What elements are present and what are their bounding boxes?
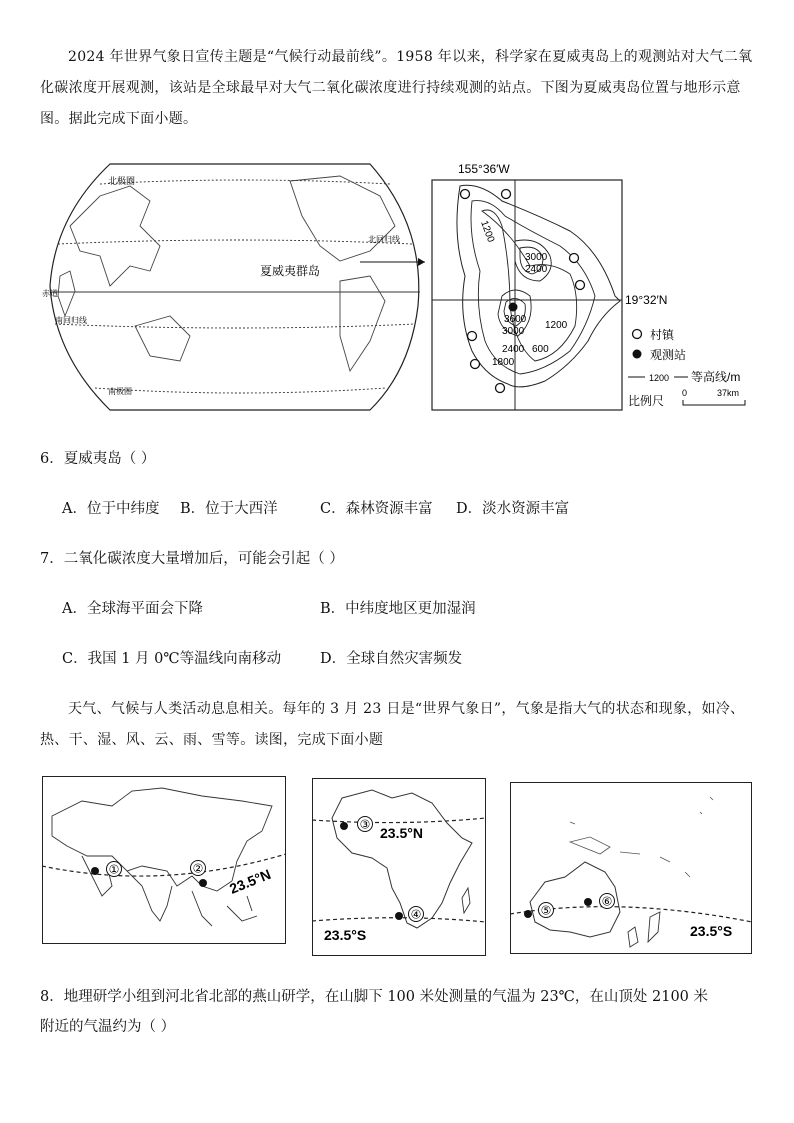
legend-scale-label: 比例尺 <box>628 394 665 408</box>
q7-option-c[interactable]: C．我国 1 月 0℃等温线向南移动 <box>62 651 282 667</box>
town-marker <box>496 384 505 393</box>
question-8-line-2: 附近的气温约为（ ） <box>40 1019 176 1035</box>
contour-label: 1200 <box>545 320 568 331</box>
legend-contour-label: 等高线/m <box>691 370 741 384</box>
latitude-label: 19°32′N <box>625 293 668 307</box>
question-7-stem: 7．二氧化碳浓度大量增加后，可能会引起（ ） <box>40 551 344 567</box>
marker-1 <box>91 867 99 875</box>
longitude-label: 155°36′W <box>458 162 510 176</box>
town-marker <box>570 254 579 263</box>
contour-label: 1200 <box>478 219 497 244</box>
marker-6-label: ⑥ <box>601 894 613 909</box>
antarctic-label: 南极圈 <box>108 387 132 396</box>
town-marker <box>502 190 511 199</box>
marker-5-label: ⑤ <box>540 903 552 918</box>
observation-station-marker <box>509 303 518 312</box>
australia-latitude-label: 23.5°S <box>690 923 733 939</box>
town-marker <box>461 190 470 199</box>
q7-option-b[interactable]: B．中纬度地区更加湿润 <box>320 601 476 617</box>
question-6-stem: 6．夏威夷岛（ ） <box>40 451 156 467</box>
contour-label: 2400 <box>502 344 525 355</box>
marker-4-label: ④ <box>410 907 422 922</box>
q6-option-a[interactable]: A．位于中纬度 <box>62 501 160 517</box>
tropic-capricorn-label: 南回归线 <box>55 316 87 325</box>
contour-label: 3000 <box>502 326 525 337</box>
legend-station-label: 观测站 <box>650 348 687 362</box>
town-marker <box>471 360 480 369</box>
marker-3-label: ③ <box>359 817 371 832</box>
world-map-outline <box>50 164 419 410</box>
figure-panel-asia <box>42 776 286 944</box>
legend-contour-value: 1200 <box>649 373 670 383</box>
figure-hawaii <box>40 156 760 416</box>
contour-label: 1800 <box>492 357 515 368</box>
q6-option-b[interactable]: B．位于大西洋 <box>180 501 278 517</box>
africa-latitude-s: 23.5°S <box>324 927 367 943</box>
marker-2-label: ② <box>192 861 204 876</box>
marker-4 <box>395 912 403 920</box>
marker-6 <box>584 898 592 906</box>
town-marker <box>576 281 585 290</box>
figure-panel-africa <box>312 778 486 956</box>
q7-option-d[interactable]: D．全球自然灾害频发 <box>320 651 463 667</box>
contour-label: 3000 <box>525 252 548 263</box>
marker-2 <box>199 879 207 887</box>
q7-option-a[interactable]: A．全球海平面会下降 <box>62 601 203 617</box>
contour-label: 3600 <box>504 314 527 325</box>
hawaii-label: 夏威夷群岛 <box>260 264 321 278</box>
q6-option-d[interactable]: D．淡水资源丰富 <box>456 501 570 517</box>
intro-paragraph-1: 2024 年世界气象日宣传主题是“气候行动最前线”。1958 年以来，科学家在夏威夷岛上的观测站对大气二氧化碳浓度开展观测，该站是全球最早对大气二氧化碳浓度进行持续观测的站点。下图为夏威夷岛位置与地形示意图。据此完成下面小题。 <box>40 49 753 127</box>
town-marker <box>468 332 477 341</box>
contour-label: 600 <box>532 344 549 355</box>
tropic-cancer-label: 北回归线 <box>368 235 400 244</box>
marker-1-label: ① <box>108 862 120 877</box>
scale-bar <box>683 400 745 405</box>
africa-latitude-n: 23.5°N <box>380 825 423 841</box>
scale-start: 0 <box>682 388 688 398</box>
question-8-line-1: 8．地理研学小组到河北省北部的燕山研学，在山脚下 100 米处测量的气温为 23℃，在山顶处 2100 米 <box>40 989 709 1005</box>
figure-panel-australia <box>510 782 752 954</box>
topo-map-frame <box>432 180 622 410</box>
asia-latitude-label: 23.5°N <box>227 865 273 897</box>
contour-label: 2400 <box>525 264 548 275</box>
q6-option-c[interactable]: C．森林资源丰富 <box>320 501 433 517</box>
equator-label: 赤道 <box>42 289 58 298</box>
arctic-label: 北极圈 <box>108 176 136 186</box>
scale-end: 37km <box>717 388 740 398</box>
legend-town-label: 村镇 <box>650 328 675 342</box>
intro-paragraph-2: 天气、气候与人类活动息息相关。每年的 3 月 23 日是“世界气象日”，气象是指大气的状态和现象，如冷、热、干、湿、风、云、雨、雪等。读图，完成下面小题 <box>40 701 745 748</box>
marker-3 <box>340 822 348 830</box>
marker-5 <box>524 910 532 918</box>
